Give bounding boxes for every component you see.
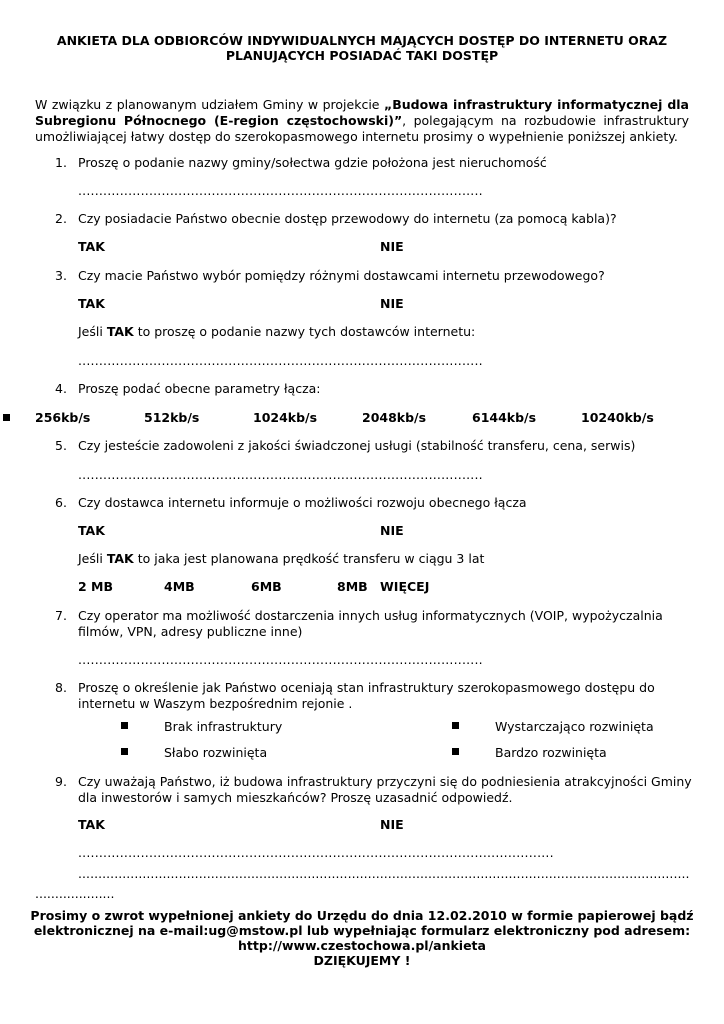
rating-option-weak[interactable]: Słabo rozwinięta <box>164 745 268 760</box>
survey-link[interactable]: http://www.czestochowa.pl/ankieta <box>238 938 486 953</box>
question-9-line2: dla inwestorów i samych mieszkańców? Proszę uzasadnić odpowiedź. <box>78 790 513 805</box>
speed-option-10240[interactable]: 10240kb/s <box>581 410 654 425</box>
thanks-text: DZIĘKUJEMY ! <box>313 953 411 968</box>
return-instructions: Prosimy o zwrot wypełnionej ankiety do Urzędu do dnia 12.02.2010 w formie papierowej bądź elektronicznej na e-mail:ug@mstow.pl lub wypełniając formularz elektroniczny pod adresem: http://www.czestochowa.pl/ankieta DZIĘKUJEMY ! <box>20 908 704 968</box>
question-number: 7. <box>55 608 67 623</box>
square-bullet-icon <box>452 722 459 729</box>
question-3-text: Czy macie Państwo wybór pomiędzy różnymi dostawcami internetu przewodowego? <box>78 268 605 283</box>
q6-yes-option[interactable]: TAK <box>78 523 105 538</box>
q9-no-option[interactable]: NIE <box>380 817 404 832</box>
question-7-line1: Czy operator ma możliwość dostarczenia innych usług informatycznych (VOIP, wypożyczalnia <box>78 608 663 623</box>
question-8-line2: internetu w Waszym bezpośrednim rejonie . <box>78 696 353 711</box>
intro-paragraph: W związku z planowanym udziałem Gminy w projekcie „Budowa infrastruktury informatycznej dla Subregionu Północnego (E-region częstochowski)”, polegającym na rozbudowie infrastruktury umożliwiającej łatwy dostęp do szerokopasmowego internetu prosimy o wypełnienie poniższej ankiety. <box>35 97 690 144</box>
answer-line-5[interactable]: ................................................................................................. <box>78 467 483 482</box>
square-bullet-icon <box>121 748 128 755</box>
q6-followup-text: Jeśli TAK to jaka jest planowana prędkość transferu w ciągu 3 lat <box>78 551 485 566</box>
question-1-text: Proszę o podanie nazwy gminy/sołectwa gdzie położona jest nieruchomość <box>78 155 547 170</box>
question-9-line1: Czy uważają Państwo, iż budowa infrastruktury przyczyni się do podniesienia atrakcyjności Gminy <box>78 774 692 789</box>
answer-line-9c[interactable]: .................... <box>35 886 115 901</box>
question-number: 8. <box>55 680 67 695</box>
speed-option-1024[interactable]: 1024kb/s <box>253 410 318 425</box>
transfer-option-8mb[interactable]: 8MB <box>337 579 368 594</box>
q3-no-option[interactable]: NIE <box>380 296 404 311</box>
speed-option-256[interactable]: 256kb/s <box>35 410 91 425</box>
question-4-text: Proszę podać obecne parametry łącza: <box>78 381 321 396</box>
square-bullet-icon <box>452 748 459 755</box>
speed-option-512[interactable]: 512kb/s <box>144 410 200 425</box>
square-bullet-icon <box>3 414 10 421</box>
q9-yes-option[interactable]: TAK <box>78 817 105 832</box>
answer-line-9a[interactable]: .................................................................................................................. <box>78 845 554 860</box>
transfer-option-more[interactable]: WIĘCEJ <box>380 579 430 594</box>
q2-yes-option[interactable]: TAK <box>78 239 105 254</box>
answer-line-9b[interactable]: ........................................................................................................................................................ <box>78 866 690 881</box>
question-5-text: Czy jesteście zadowoleni z jakości świadczonej usługi (stabilność transferu, cena, serwis) <box>78 438 636 453</box>
question-6-text: Czy dostawca internetu informuje o możliwości rozwoju obecnego łącza <box>78 495 527 510</box>
question-number: 6. <box>55 495 67 510</box>
rating-option-strong[interactable]: Bardzo rozwinięta <box>495 745 607 760</box>
speed-option-6144[interactable]: 6144kb/s <box>472 410 537 425</box>
q3-yes-option[interactable]: TAK <box>78 296 105 311</box>
rating-option-none[interactable]: Brak infrastruktury <box>164 719 283 734</box>
question-number: 5. <box>55 438 67 453</box>
page-title: ANKIETA DLA ODBIORCÓW INDYWIDUALNYCH MAJĄCYCH DOSTĘP DO INTERNETU ORAZ PLANUJĄCYCH POSIADAĆ TAKI DOSTĘP <box>56 33 668 63</box>
question-number: 1. <box>55 155 67 170</box>
question-7-line2: filmów, VPN, adresy publiczne inne) <box>78 624 303 639</box>
q2-no-option[interactable]: NIE <box>380 239 404 254</box>
transfer-option-4mb[interactable]: 4MB <box>164 579 195 594</box>
answer-line-1[interactable]: ................................................................................................. <box>78 183 483 198</box>
transfer-option-2mb[interactable]: 2 MB <box>78 579 114 594</box>
question-2-text: Czy posiadacie Państwo obecnie dostęp przewodowy do internetu (za pomocą kabla)? <box>78 211 617 226</box>
speed-option-2048[interactable]: 2048kb/s <box>362 410 427 425</box>
q3-followup-text: Jeśli TAK to proszę o podanie nazwy tych dostawców internetu: <box>78 324 476 339</box>
answer-line-7[interactable]: ................................................................................................. <box>78 652 483 667</box>
q6-no-option[interactable]: NIE <box>380 523 404 538</box>
square-bullet-icon <box>121 722 128 729</box>
question-number: 9. <box>55 774 67 789</box>
answer-line-3[interactable]: ................................................................................................. <box>78 353 483 368</box>
question-number: 4. <box>55 381 67 396</box>
rating-option-sufficient[interactable]: Wystarczająco rozwinięta <box>495 719 654 734</box>
question-number: 2. <box>55 211 67 226</box>
question-number: 3. <box>55 268 67 283</box>
question-8-line1: Proszę o określenie jak Państwo oceniają stan infrastruktury szerokopasmowego dostępu do <box>78 680 655 695</box>
transfer-option-6mb[interactable]: 6MB <box>251 579 282 594</box>
